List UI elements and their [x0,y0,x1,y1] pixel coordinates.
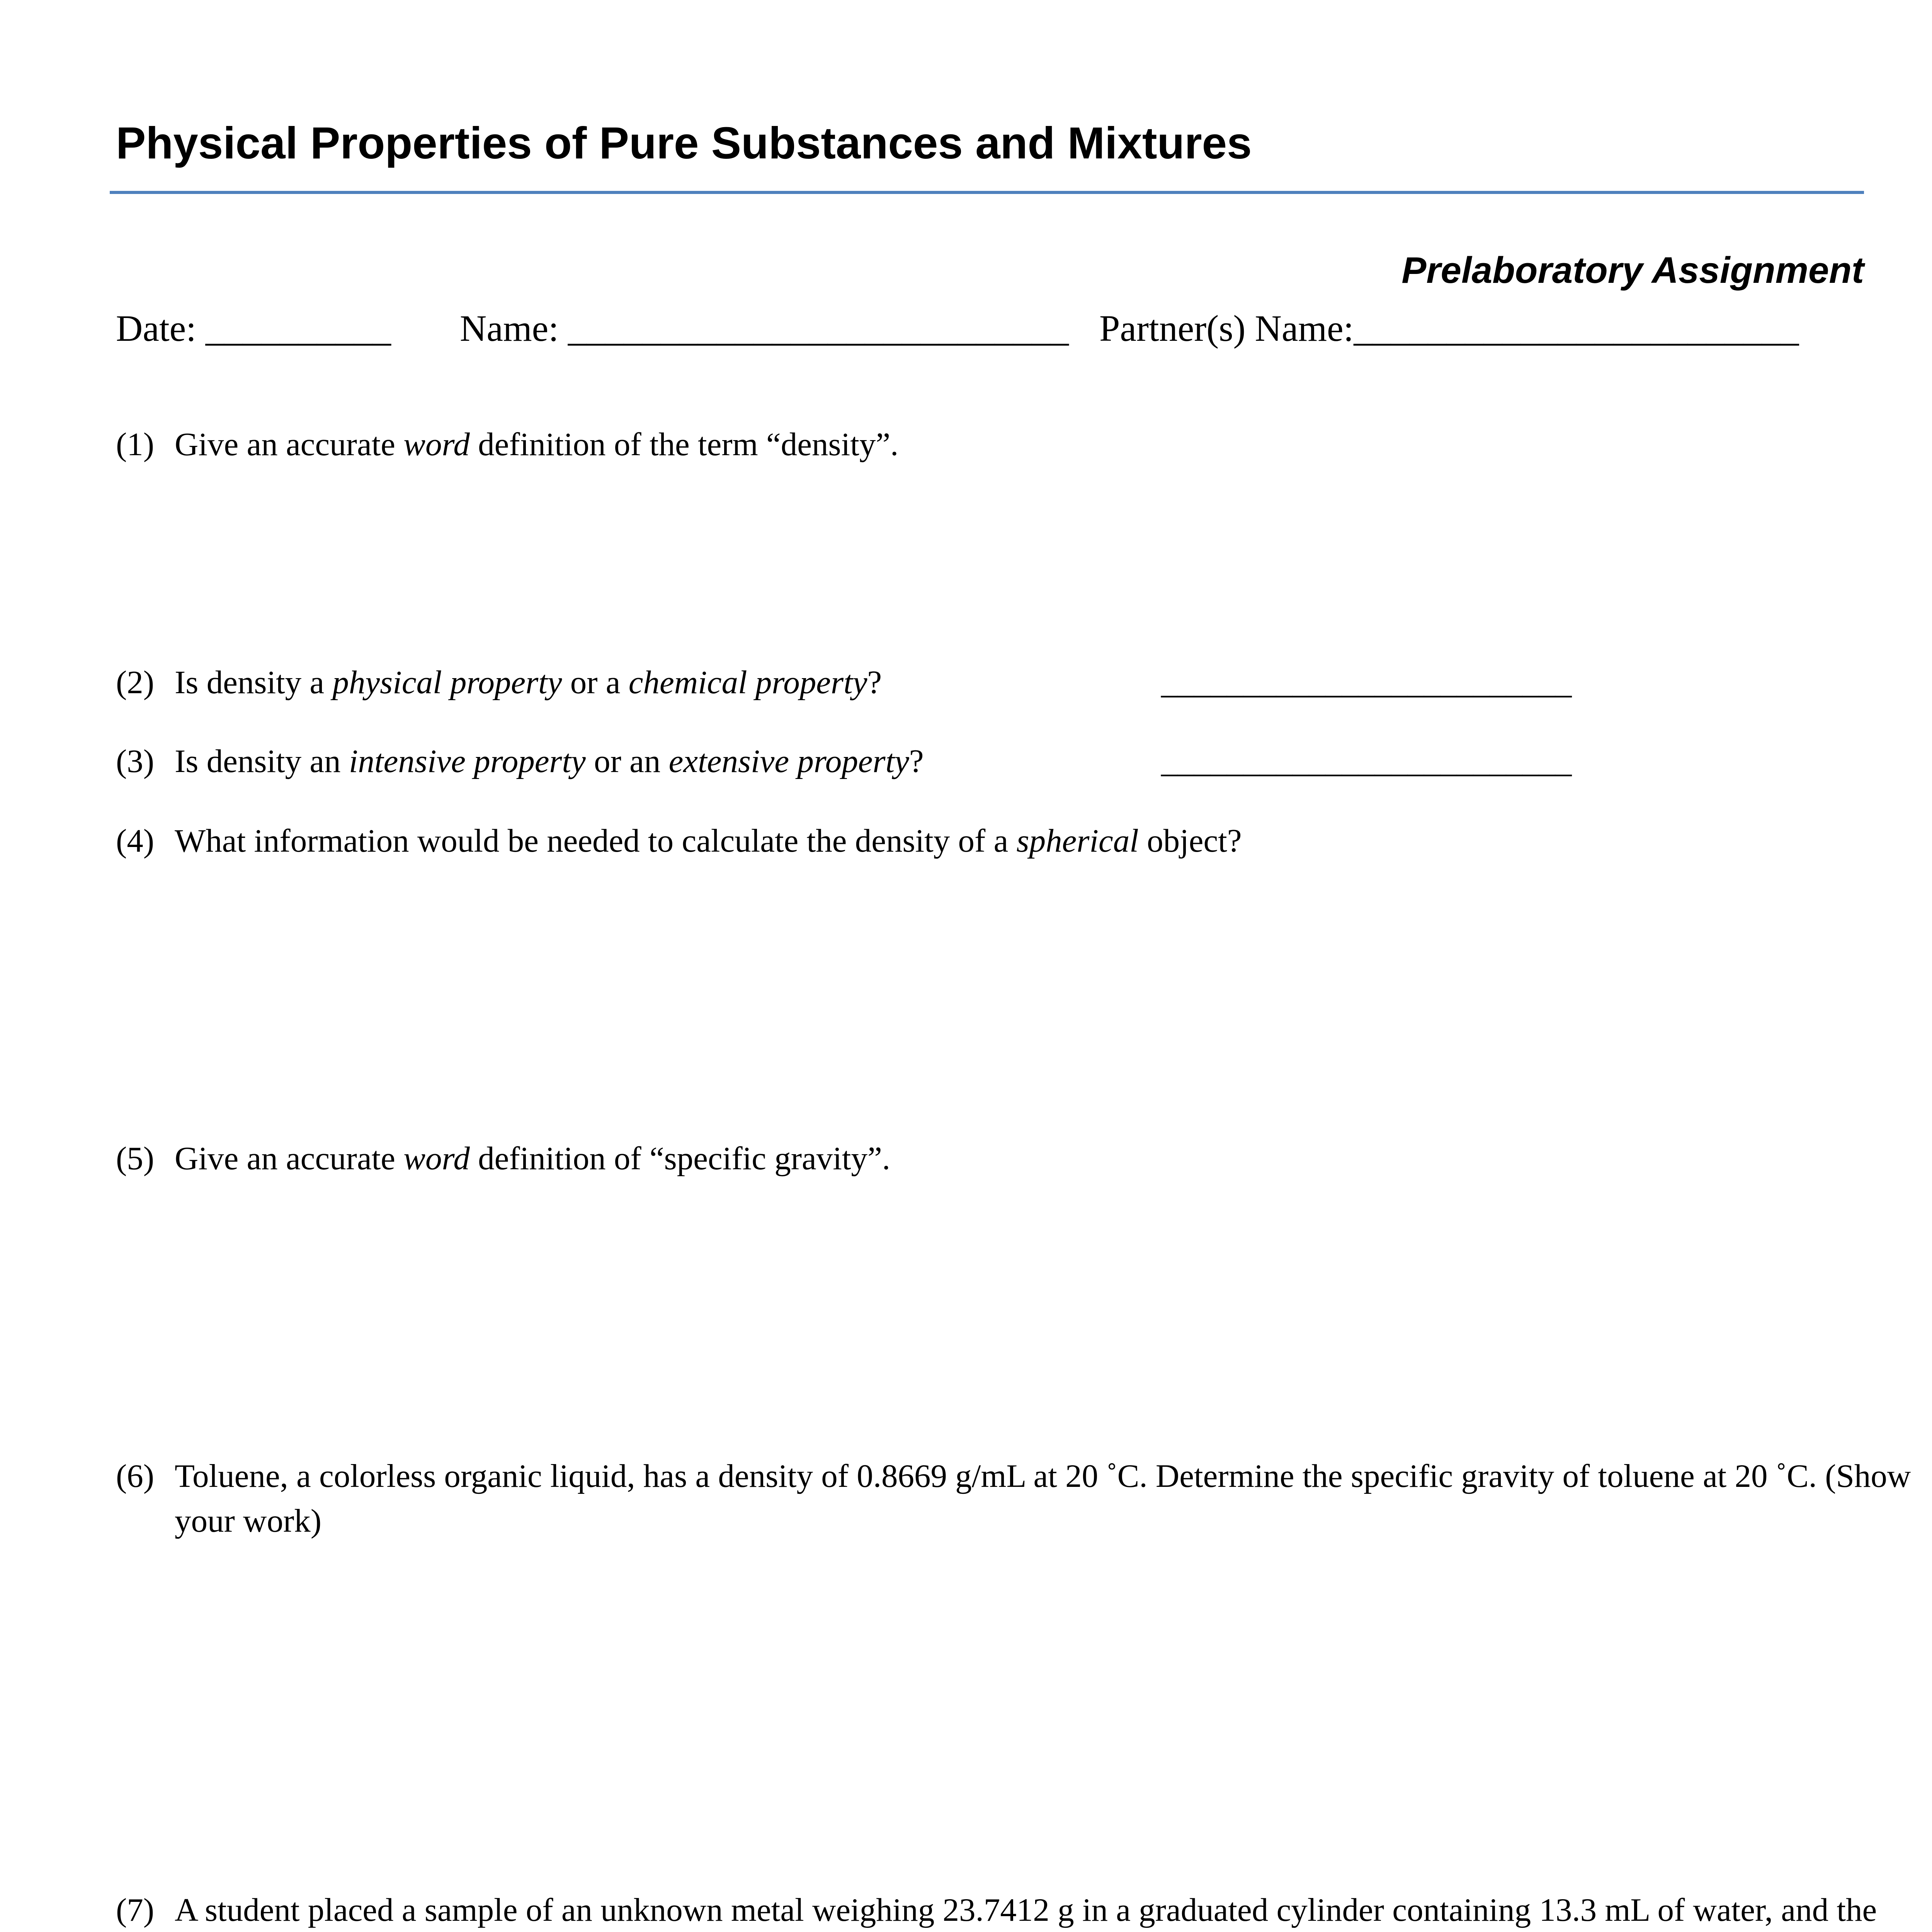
question-number: (1) [116,426,155,463]
question-number: (2) [116,664,155,701]
question-text: Is density an intensive property or an extensive property? [175,743,924,779]
name-field: Name: ___________________________ [460,308,1069,349]
question-text: Is density a physical property or a chemical property? [175,664,882,701]
page-title: Physical Properties of Pure Substances and Mixtures [116,118,1252,168]
question-number: (6) [116,1458,155,1494]
answer-blank-2: _________________________ [1161,664,1572,701]
question-number: (3) [116,743,155,779]
date-field: Date: __________ [116,308,391,349]
answer-blank-3: _________________________ [1161,743,1572,779]
question-text: Give an accurate word definition of “specific gravity”. [175,1140,890,1177]
page-subtitle: Prelaboratory Assignment [1401,250,1864,291]
question-text: What information would be needed to calculate the density of a spherical object? [175,823,1242,859]
question-number: (7) [116,1892,155,1928]
question-text: Toluene, a colorless organic liquid, has a density of 0.8669 g/mL at 20 ˚C. Determine the specific gravity of toluene at 20 ˚C. (Show your work) [175,1458,1911,1539]
question-text: A student placed a sample of an unknown metal weighing 23.7412 g in a graduated cylinder containing 13.3 mL of water, and the [175,1892,1877,1928]
question-text: Give an accurate word definition of the term “density”. [175,426,899,463]
question-number: (5) [116,1140,155,1177]
partner-name-field: Partner(s) Name:________________________ [1099,308,1799,349]
title-divider [110,191,1864,194]
question-number: (4) [116,823,155,859]
